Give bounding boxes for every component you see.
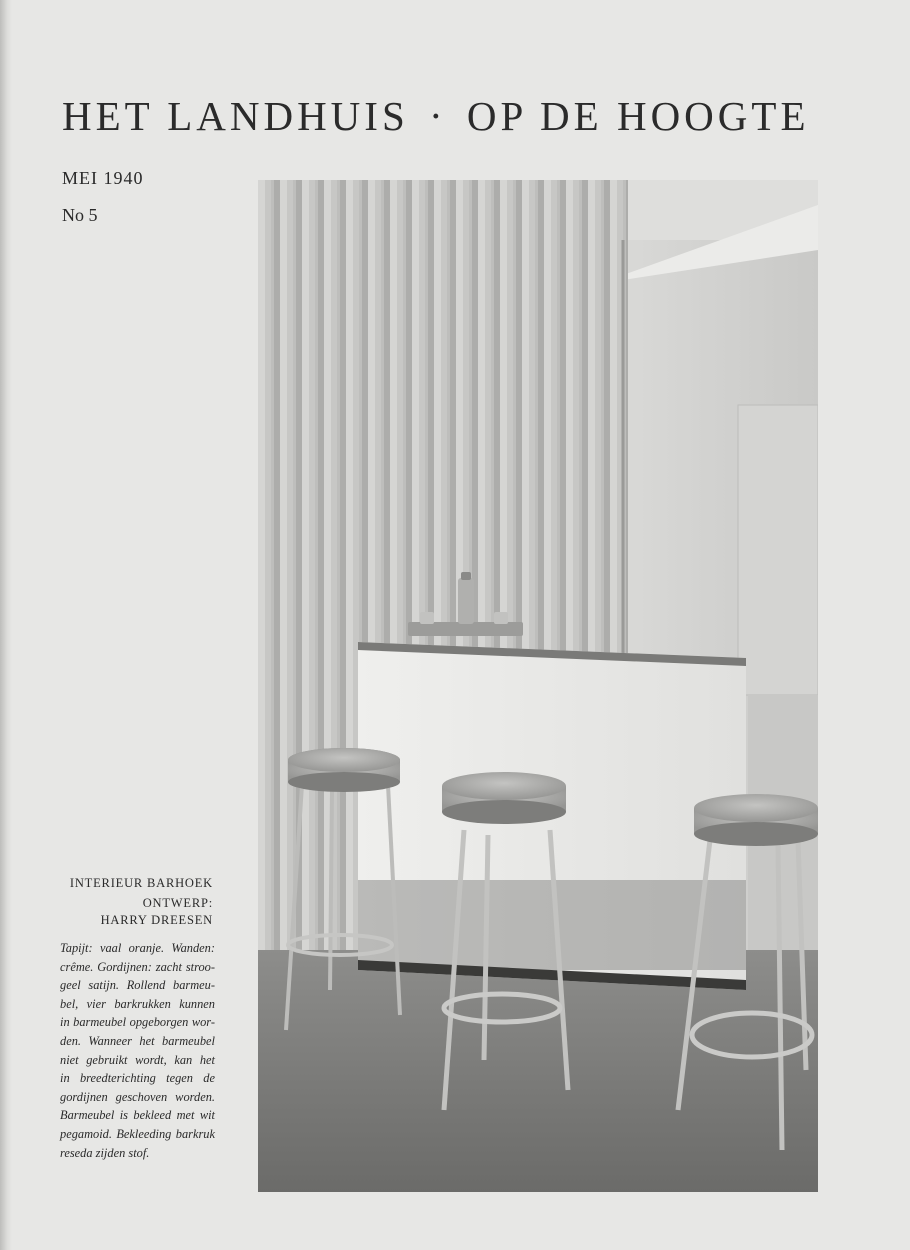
- interior-photo: [258, 180, 818, 1192]
- caption-line: in breedterichting tegen de: [60, 1071, 215, 1086]
- caption-line: geel satijn. Rollend barmeu-: [60, 978, 215, 993]
- caption-line: Tapijt: vaal oranje. Wanden:: [60, 941, 215, 955]
- caption-line: gordijnen geschoven worden.: [60, 1089, 215, 1104]
- magazine-masthead: [62, 92, 882, 140]
- caption-line: in barmeubel opgeborgen wor-: [60, 1015, 215, 1030]
- caption-line: reseda zijden stof.: [60, 1145, 150, 1160]
- masthead-title-left: HET LANDHUIS: [62, 93, 409, 139]
- caption-line: bel, vier barkrukken kunnen: [60, 996, 215, 1011]
- masthead-separator: ·: [429, 93, 447, 139]
- caption-line: Barmeubel is bekleed met wit: [60, 1108, 215, 1123]
- caption-description: [60, 939, 215, 1162]
- bar-corner-photo-illustration: [258, 180, 818, 1192]
- caption-credit-name: HARRY DREESEN: [100, 913, 213, 927]
- caption-credit-label: ONTWERP:: [142, 896, 213, 910]
- issue-date: MEI 1940: [62, 168, 144, 188]
- caption-line: den. Wanneer het barmeubel: [60, 1033, 215, 1048]
- page-binding-edge: [0, 0, 12, 1250]
- caption-line: crême. Gordijnen: zacht stroo-: [60, 959, 215, 974]
- caption-title: INTERIEUR BARHOEK: [69, 876, 213, 890]
- issue-number: No 5: [62, 205, 98, 225]
- caption-line: niet gebruikt wordt, kan het: [60, 1052, 215, 1067]
- masthead-title-right: OP DE HOOGTE: [466, 93, 810, 139]
- caption-line: pegamoid. Bekleeding barkruk: [60, 1126, 215, 1141]
